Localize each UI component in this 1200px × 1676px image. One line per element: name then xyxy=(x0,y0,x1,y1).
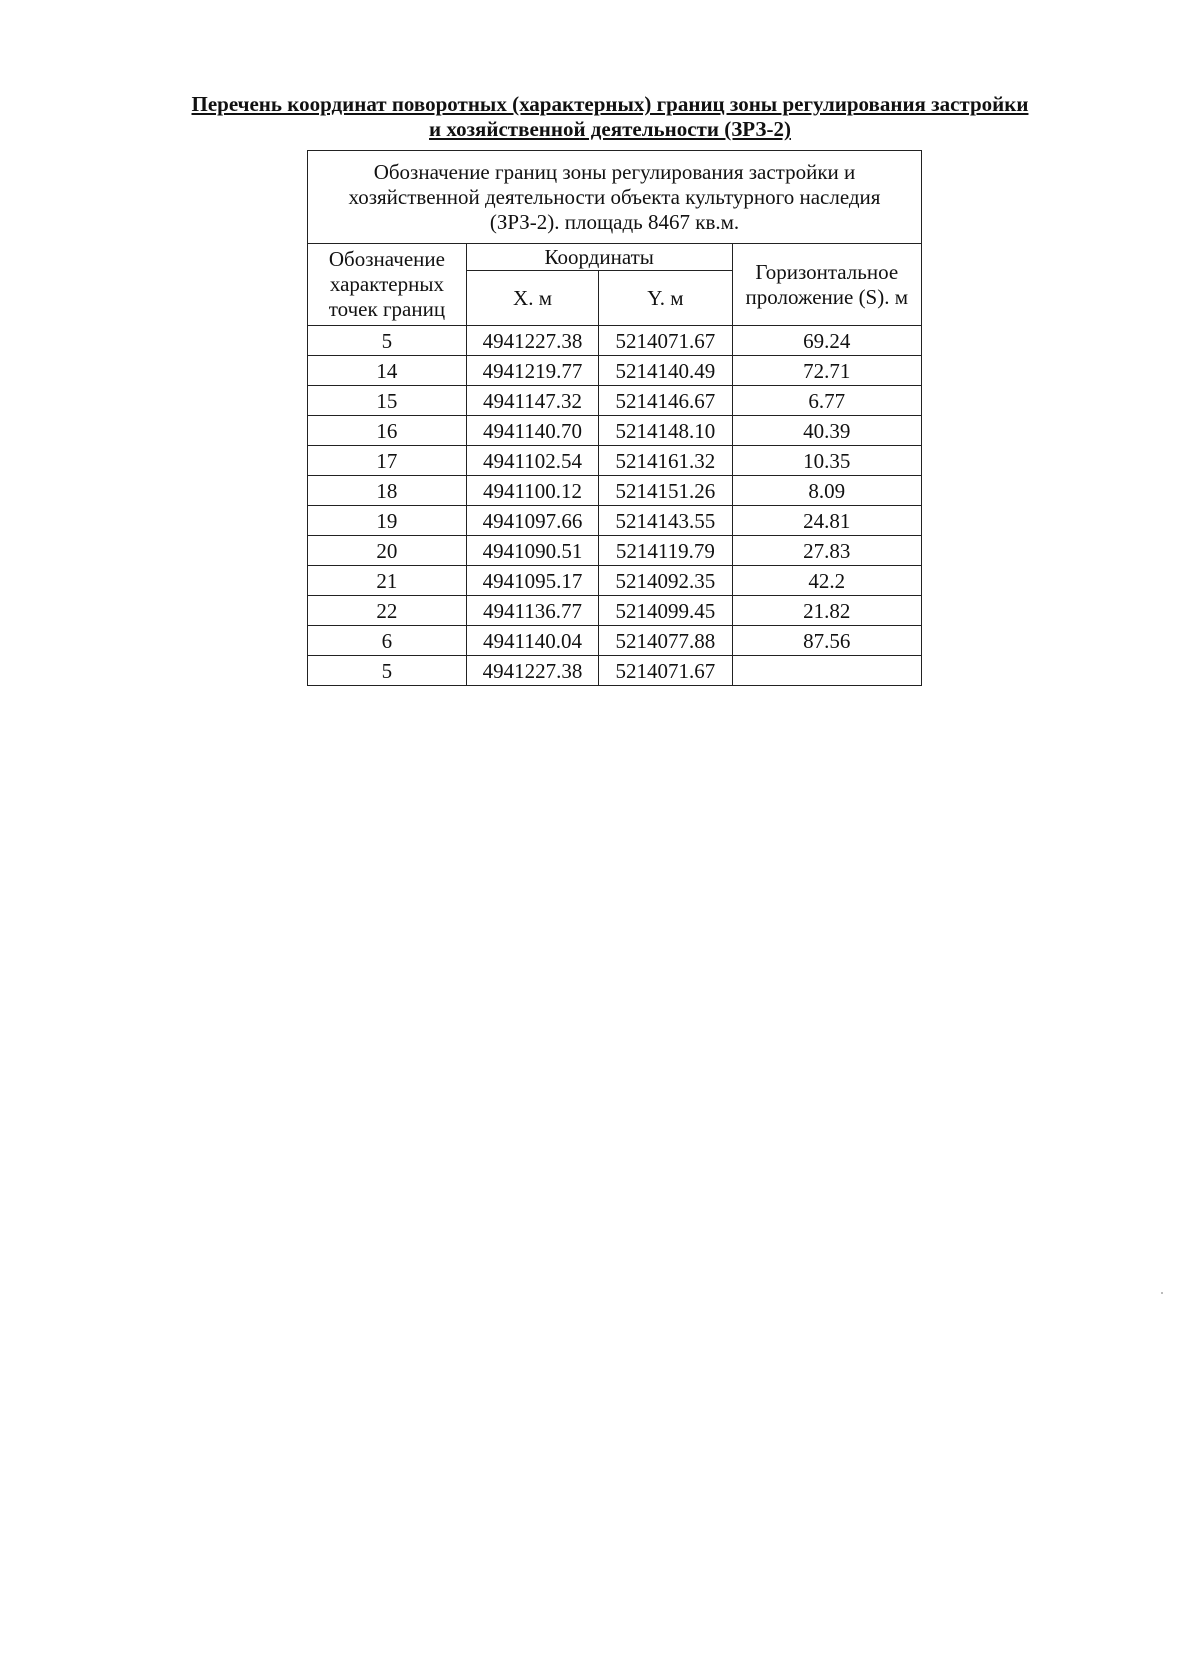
cell-x: 4941140.04 xyxy=(466,626,598,656)
header-point: Обозначение характерных точек границ xyxy=(308,244,467,326)
table-row xyxy=(308,356,922,386)
table-row xyxy=(308,476,922,506)
cell-point: 21 xyxy=(308,566,467,596)
header-x: X. м xyxy=(466,271,598,326)
cell-point: 17 xyxy=(308,446,467,476)
cell-s: 72.71 xyxy=(732,356,921,386)
cell-y: 5214071.67 xyxy=(599,326,732,356)
cell-y: 5214071.67 xyxy=(599,656,732,686)
table-row xyxy=(308,566,922,596)
title-line-1: Перечень координат поворотных (характерных) границ зоны регулирования застройки xyxy=(191,92,1029,116)
cell-s: 10.35 xyxy=(732,446,921,476)
cell-s: 21.82 xyxy=(732,596,921,626)
table-caption: Обозначение границ зоны регулирования застройки и хозяйственной деятельности объекта культурного наследия (ЗРЗ-2). площадь 8467 кв.м. xyxy=(308,151,922,244)
cell-y: 5214161.32 xyxy=(599,446,732,476)
cell-point: 15 xyxy=(308,386,467,416)
cell-s: 24.81 xyxy=(732,506,921,536)
cell-s: 69.24 xyxy=(732,326,921,356)
cell-x: 4941227.38 xyxy=(466,326,598,356)
cell-point: 16 xyxy=(308,416,467,446)
cell-x: 4941227.38 xyxy=(466,656,598,686)
cell-y: 5214119.79 xyxy=(599,536,732,566)
cell-point: 19 xyxy=(308,506,467,536)
cell-point: 22 xyxy=(308,596,467,626)
table-row xyxy=(308,506,922,536)
cell-point: 14 xyxy=(308,356,467,386)
cell-y: 5214143.55 xyxy=(599,506,732,536)
cell-s: 87.56 xyxy=(732,626,921,656)
table-row xyxy=(308,326,922,356)
cell-y: 5214092.35 xyxy=(599,566,732,596)
table-body xyxy=(308,326,922,686)
cell-s: 6.77 xyxy=(732,386,921,416)
cell-point: 6 xyxy=(308,626,467,656)
cell-x: 4941147.32 xyxy=(466,386,598,416)
header-coordinates: Координаты xyxy=(466,244,732,271)
header-horizontal-distance: Горизонтальное проложение (S). м xyxy=(732,244,921,326)
cell-s: 42.2 xyxy=(732,566,921,596)
title-line-2: и хозяйственной деятельности (ЗРЗ-2) xyxy=(429,117,791,141)
document-title xyxy=(140,92,1080,142)
table-row xyxy=(308,656,922,686)
cell-y: 5214099.45 xyxy=(599,596,732,626)
cell-x: 4941090.51 xyxy=(466,536,598,566)
cell-x: 4941097.66 xyxy=(466,506,598,536)
cell-x: 4941140.70 xyxy=(466,416,598,446)
cell-s xyxy=(732,656,921,686)
cell-x: 4941100.12 xyxy=(466,476,598,506)
cell-point: 5 xyxy=(308,326,467,356)
cell-y: 5214140.49 xyxy=(599,356,732,386)
table-header-row-1 xyxy=(308,244,922,271)
cell-y: 5214077.88 xyxy=(599,626,732,656)
cell-y: 5214151.26 xyxy=(599,476,732,506)
cell-x: 4941102.54 xyxy=(466,446,598,476)
table-row xyxy=(308,416,922,446)
coordinates-table xyxy=(307,150,922,686)
table-row xyxy=(308,626,922,656)
cell-point: 18 xyxy=(308,476,467,506)
cell-s: 27.83 xyxy=(732,536,921,566)
cell-point: 5 xyxy=(308,656,467,686)
cell-x: 4941095.17 xyxy=(466,566,598,596)
cell-y: 5214146.67 xyxy=(599,386,732,416)
cell-s: 8.09 xyxy=(732,476,921,506)
scan-speck xyxy=(1161,1292,1163,1294)
table-row xyxy=(308,536,922,566)
table-row xyxy=(308,446,922,476)
cell-point: 20 xyxy=(308,536,467,566)
table-caption-row xyxy=(308,151,922,244)
cell-x: 4941136.77 xyxy=(466,596,598,626)
cell-y: 5214148.10 xyxy=(599,416,732,446)
cell-x: 4941219.77 xyxy=(466,356,598,386)
header-y: Y. м xyxy=(599,271,732,326)
table-row xyxy=(308,386,922,416)
table-row xyxy=(308,596,922,626)
cell-s: 40.39 xyxy=(732,416,921,446)
